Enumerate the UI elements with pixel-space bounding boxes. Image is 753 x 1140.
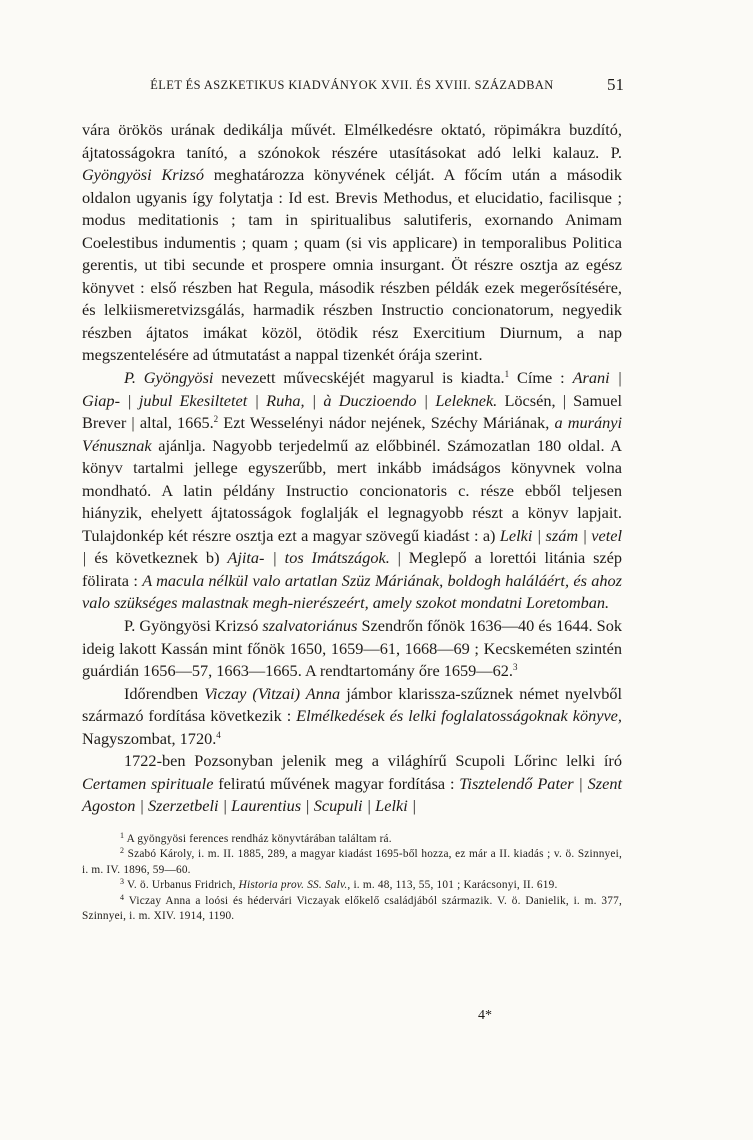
footnote-mark: 4 <box>120 892 125 902</box>
paragraph-5 <box>82 750 622 818</box>
text-run: Időrendben <box>124 683 205 703</box>
italic-run: Gyöngyösi Krizsó <box>82 165 204 185</box>
text-run: Ezt Wesselényi nádor nejének, Széchy Máriának, <box>218 413 555 433</box>
footnote-text: Viczay Anna a loósi és hédervári Viczayak előkelő családjából származik. V. ö. Danielik, i. m. 377, Szinnyei, i. m. XIV. 1914, 1190. <box>82 894 622 923</box>
running-title: ÉLET ÉS ASZKETIKUS KIADVÁNYOK XVII. ÉS XVIII. SZÁZADBAN <box>150 78 554 92</box>
footnote-mark: 3 <box>120 877 125 887</box>
text-run: nevezett művecskéjét magyarul is kiadta. <box>213 368 505 388</box>
main-text <box>82 119 622 818</box>
italic-run: Certamen spirituale <box>82 773 214 793</box>
italic-run: Elmélkedések és lelki foglalatosságoknak könyve, <box>296 706 622 726</box>
italic-run: A macula nélkül valo artatlan Szüz Máriának, boldogh haláláért, és ahoz valo szükséges malastnak megh-nierészeért, amely szokot mondatni Loretomban. <box>82 570 622 613</box>
page <box>82 75 624 925</box>
text-run: Nagyszombat, 1720. <box>82 728 217 748</box>
text-run: | Meglepő a lorettói litánia szép fölirata : <box>82 548 622 590</box>
text-run: 1722-ben Pozsonyban jelenik meg a világhírű Scupoli Lőrinc lelki író <box>124 751 622 771</box>
footnote-4 <box>82 894 622 925</box>
footnote-3 <box>82 878 622 894</box>
italic-run: P. Gyöngyösi <box>124 368 214 388</box>
text-run: ajánlja. Nagyobb terjedelmű az előbbinél. Számozatlan 180 oldal. A könyv tartalmi jellege egyszerűbb, mert inkább imádságos könyvnek volna mondható. A latin példány Instructio concionatoris c. része ebből teljesen hiányzik, ehelyett ájtatosságok foglalják el legnagyobb részt a könyv lapjait. Tulajdonkép két részre osztja ezt a magyar szövegű kiadást : a) <box>82 435 622 545</box>
page-number: 51 <box>607 75 624 94</box>
footnote-mark: 2 <box>120 846 125 856</box>
italic-run: Viczay (Vitzai) Anna <box>204 683 341 703</box>
italic-run: Arani | Giap- | jubul Ekesiltetet | Ruha, | à Duczioendo | Leleknek. <box>82 368 623 410</box>
footnote-text: i. m. 48, 113, 55, 101 ; Karácsonyi, II. 619. <box>350 879 558 892</box>
footnote-italic: Historia prov. SS. Salv., <box>238 879 351 892</box>
italic-run: Tisztelendő Pater | Szent Agoston | Szerzetbeli | Laurentius | Scupuli | Lelki | <box>82 773 622 816</box>
text-run: Löcsén, | Samuel Brever | altal, 1665. <box>82 390 622 433</box>
signature-mark: 4* <box>478 1008 492 1023</box>
text-run: feliratú művének magyar fordítása : <box>213 773 460 793</box>
footnote-1 <box>82 832 622 848</box>
text-run: meghatározza könyvének célját. A főcím után a második oldalon ugyanis így folytatja : Id est. Brevis Methodus, et elucidatio, facilisque ; modus meditationis ; tam in spiritualibus salutiferis, exornando Animam Coelestibus indumentis ; quam ; quam (si vis applicare) in temporalibus Politica gerentis, ut tibi secunde et prospere omnia insurgant. Öt részre osztja az egész könyvet : első részben hat Regula, második részben példák ezek megerősítésére, és lelkiismeretvizsgálás, harmadik részben Instructio concionatorum, negyedik részben ájtatos imákat közöl, ötödik rész Exercitium Diurnum, a nap megszentelésére ad útmutatást a nappal tizenkét órája szerint. <box>82 165 622 365</box>
text-run: és következnek b) <box>86 548 228 568</box>
italic-run: Lelki | szám | vetel | <box>82 525 622 568</box>
footnote-ref: 3 <box>512 662 518 673</box>
italic-run: a murányi Vénusznak <box>82 413 622 455</box>
paragraph-4 <box>82 683 622 751</box>
italic-run: szalvatoriánus <box>262 616 358 636</box>
footnote-ref: 2 <box>213 414 219 425</box>
text-run: jámbor klarissza-szűznek német nyelvből származó fordítása következik : <box>82 683 622 726</box>
footnote-ref: 4 <box>216 729 221 740</box>
footnotes <box>82 832 622 925</box>
footnote-ref: 1 <box>504 369 510 380</box>
paragraph-2 <box>82 367 622 615</box>
footnote-text: V. ö. Urbanus Fridrich, <box>124 879 239 892</box>
paragraph-1 <box>82 119 622 367</box>
text-run: Címe : <box>509 368 573 388</box>
footnote-text: Szabó Károly, i. m. II. 1885, 289, a magyar kiadást 1695-ből hozza, ez már a II. kiadás ; v. ö. Szinnyei, i. m. IV. 1896, 59—60. <box>82 848 622 876</box>
footnote-text: A gyöngyösi ferences rendház könyvtárában találtam rá. <box>124 832 392 845</box>
italic-run: Ajita- | tos Imátszágok. <box>227 548 390 568</box>
running-header <box>82 75 624 94</box>
text-run: Szendrőn főnök 1636—40 és 1644. Sok ideig lakott Kassán mint főnök 1650, 1659—61, 1668—69 ; Kecskeméten szintén guárdián 1656—57, 1663—1665. A rendtartomány őre 1659—62. <box>82 616 622 681</box>
footnote-mark: 1 <box>120 830 125 840</box>
paragraph-3 <box>82 615 622 683</box>
text-run: vára örökös urának dedikálja művét. Elmélkedésre oktató, röpimákra buzdító, ájtatosságokra tanító, a szónokok részére utasításokat adó lelki kalauz. P. <box>82 120 622 162</box>
text-run: P. Gyöngyösi Krizsó <box>124 616 263 636</box>
footnote-2 <box>82 847 622 878</box>
